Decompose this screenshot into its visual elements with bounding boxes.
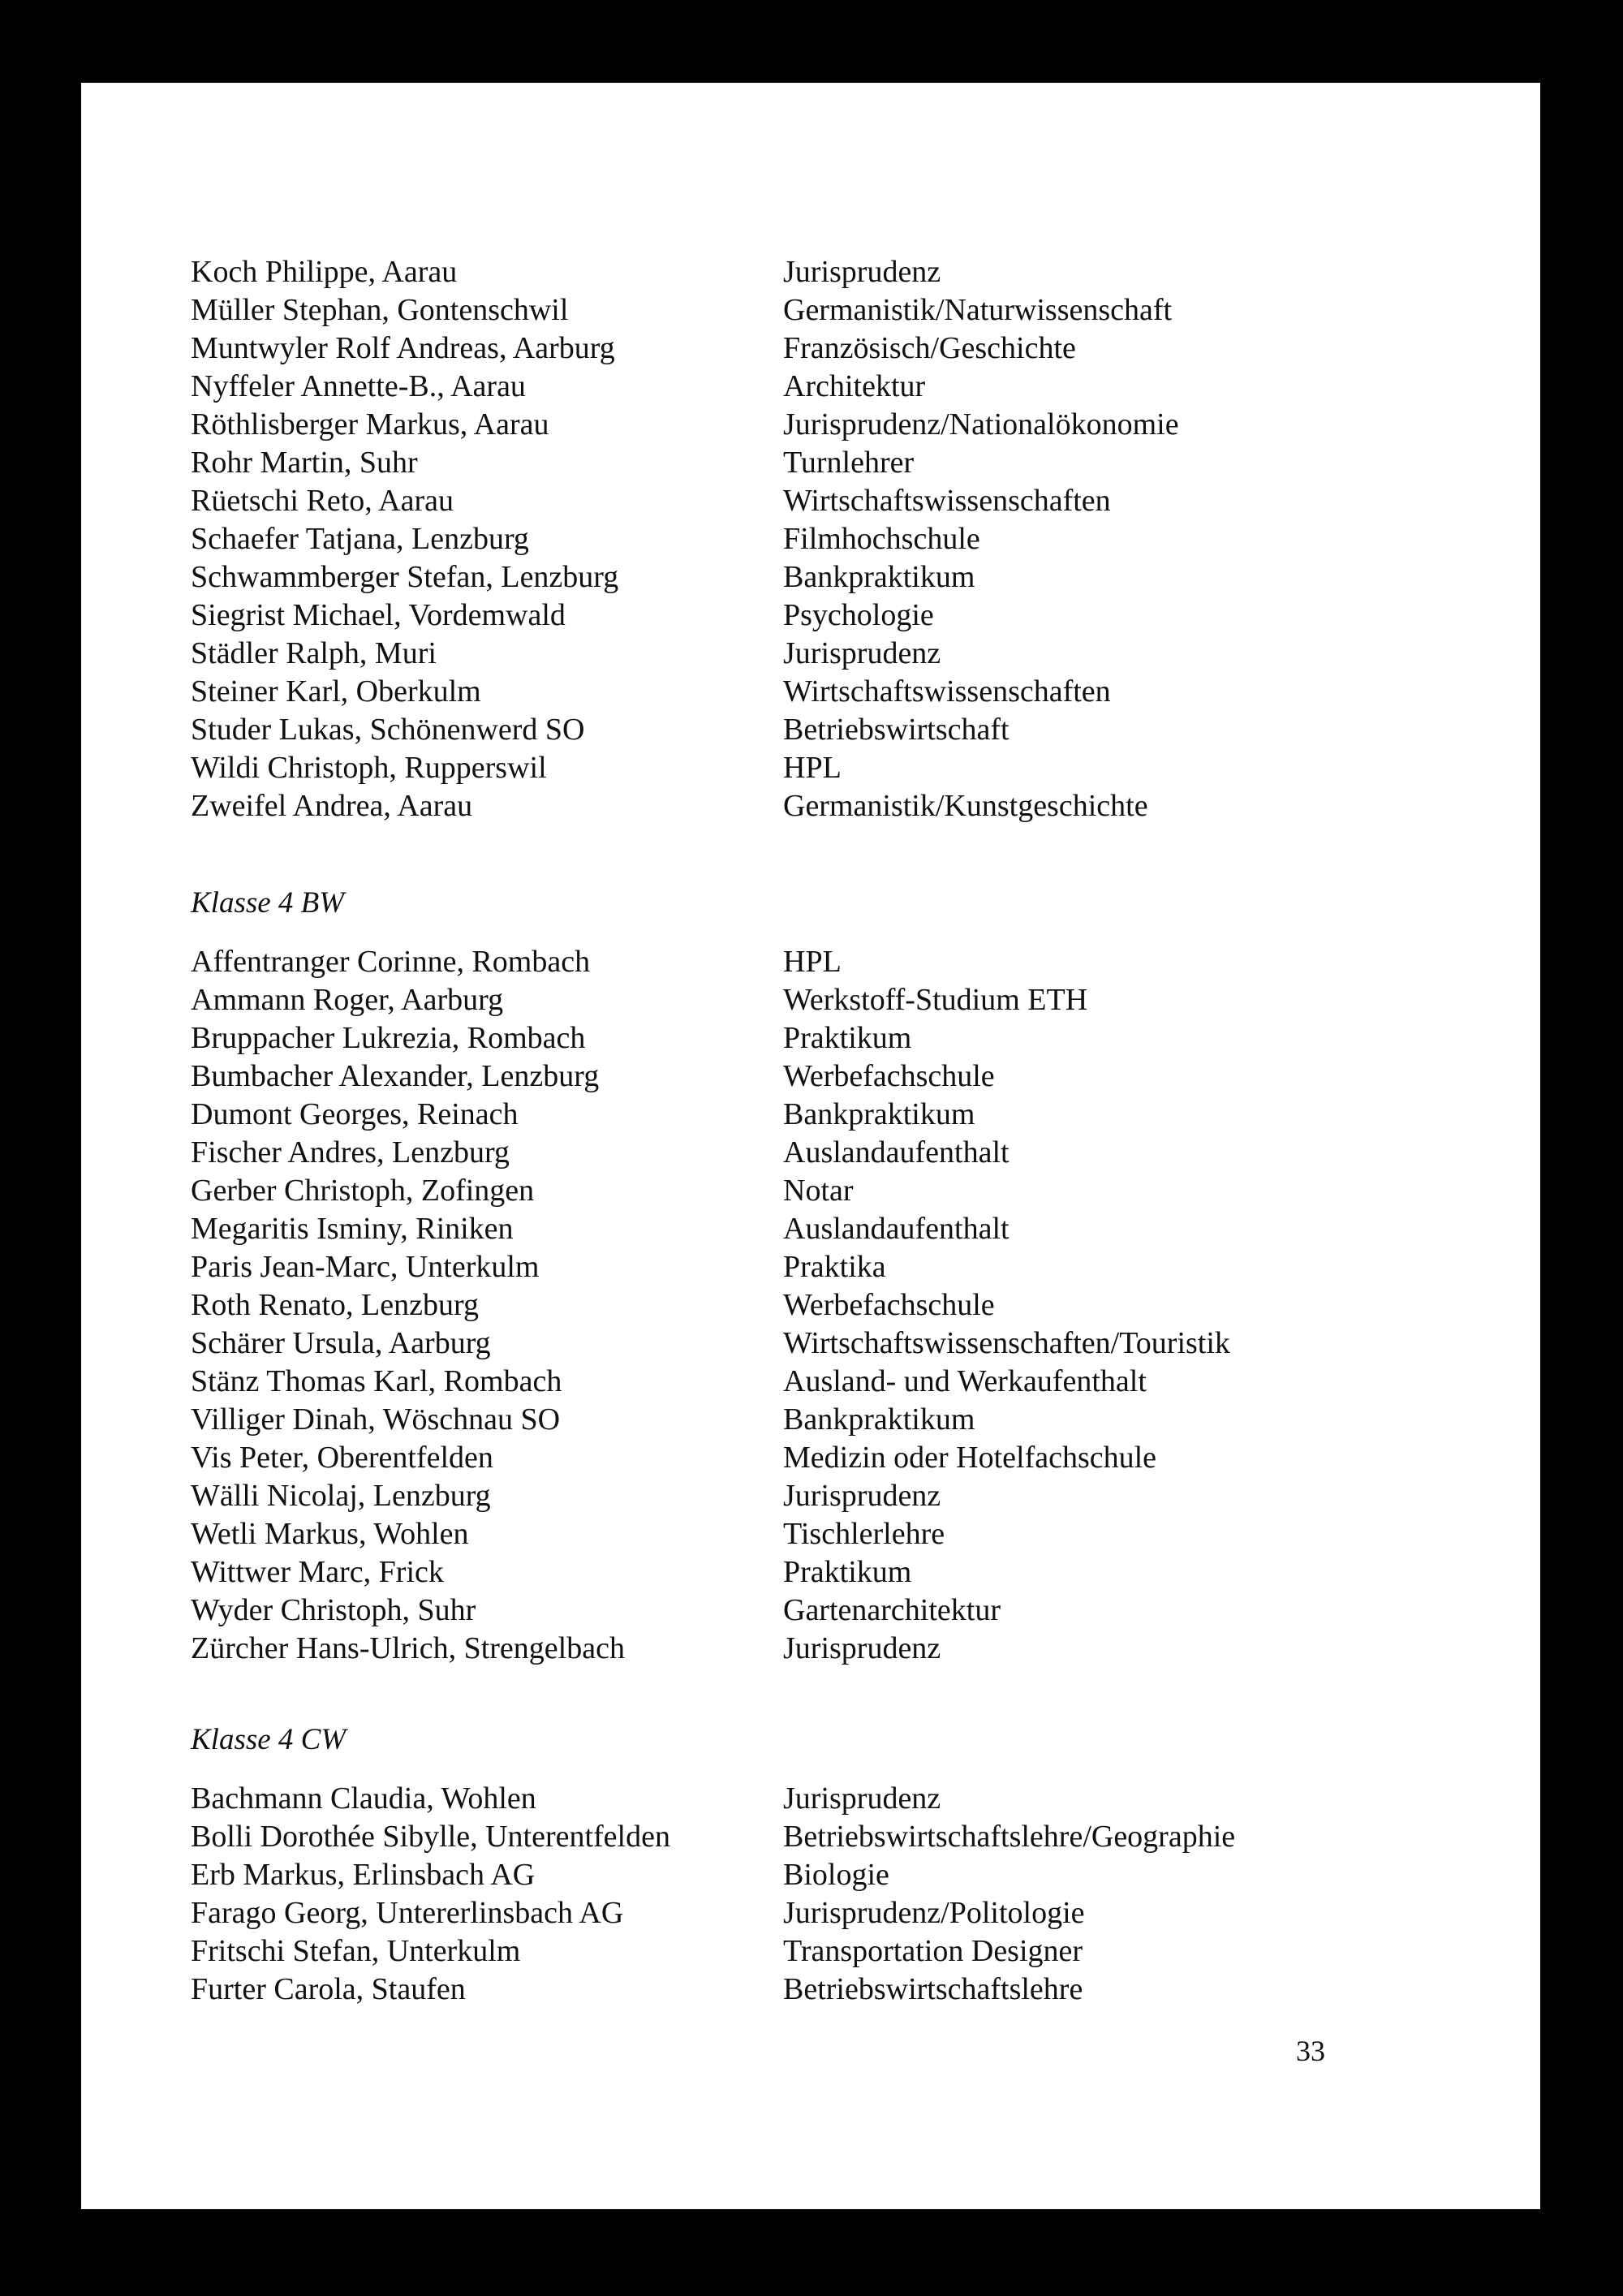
list-item	[191, 711, 1489, 749]
list-item	[191, 1894, 1489, 1932]
student-name: Bolli Dorothée Sibylle, Unterentfelden	[191, 1820, 670, 1854]
study-destination: Medizin oder Hotelfachschule	[783, 1441, 1157, 1475]
study-destination: Praktikum	[783, 1555, 912, 1589]
document-page	[81, 83, 1540, 2209]
study-destination: Auslandaufenthalt	[783, 1212, 1010, 1246]
study-destination: Transportation Designer	[783, 1934, 1083, 1968]
study-destination: Jurisprudenz	[783, 1479, 941, 1513]
list-item	[191, 368, 1489, 406]
study-destination: Tischlerlehre	[783, 1517, 945, 1551]
list-item	[191, 749, 1489, 787]
student-name: Fischer Andres, Lenzburg	[191, 1135, 510, 1170]
graduate-list-4cw	[191, 1780, 1489, 2009]
study-destination: Werbefachschule	[783, 1288, 995, 1322]
list-item	[191, 1134, 1489, 1172]
list-item	[191, 1210, 1489, 1248]
list-item	[191, 1286, 1489, 1325]
student-name: Bumbacher Alexander, Lenzburg	[191, 1059, 600, 1093]
list-item	[191, 444, 1489, 482]
list-item	[191, 253, 1489, 291]
study-destination: Betriebswirtschaftslehre/Geographie	[783, 1820, 1236, 1854]
study-destination: Wirtschaftswissenschaften	[783, 674, 1111, 709]
list-item	[191, 406, 1489, 444]
list-item	[191, 635, 1489, 673]
list-item	[191, 1592, 1489, 1630]
student-name: Bruppacher Lukrezia, Rombach	[191, 1021, 586, 1055]
list-item	[191, 1630, 1489, 1668]
list-item	[191, 1780, 1489, 1818]
study-destination: Notar	[783, 1174, 854, 1208]
student-name: Nyffeler Annette-B., Aarau	[191, 369, 526, 403]
student-name: Furter Carola, Staufen	[191, 1972, 466, 2006]
study-destination: Jurisprudenz	[783, 255, 941, 289]
student-name: Studer Lukas, Schönenwerd SO	[191, 713, 585, 747]
student-name: Schärer Ursula, Aarburg	[191, 1326, 491, 1360]
student-name: Wetli Markus, Wohlen	[191, 1517, 469, 1551]
student-name: Wittwer Marc, Frick	[191, 1555, 444, 1589]
student-name: Wälli Nicolaj, Lenzburg	[191, 1479, 491, 1513]
list-item	[191, 1932, 1489, 1971]
study-destination: Gartenarchitektur	[783, 1593, 1001, 1627]
list-item	[191, 1515, 1489, 1553]
student-name: Wildi Christoph, Rupperswil	[191, 751, 547, 785]
graduate-list-continued	[191, 253, 1489, 825]
study-destination: Bankpraktikum	[783, 1097, 975, 1131]
section-title-4bw: Klasse 4 BW	[191, 886, 345, 920]
study-destination: HPL	[783, 945, 842, 979]
study-destination: Jurisprudenz	[783, 1631, 941, 1665]
study-destination: Wirtschaftswissenschaften	[783, 484, 1111, 518]
student-name: Villiger Dinah, Wöschnau SO	[191, 1402, 561, 1437]
student-name: Paris Jean-Marc, Unterkulm	[191, 1250, 540, 1284]
student-name: Wyder Christoph, Suhr	[191, 1593, 476, 1627]
student-name: Bachmann Claudia, Wohlen	[191, 1781, 536, 1816]
list-item	[191, 1363, 1489, 1401]
study-destination: Germanistik/Naturwissenschaft	[783, 293, 1173, 327]
list-item	[191, 1325, 1489, 1363]
student-name: Zweifel Andrea, Aarau	[191, 789, 473, 823]
study-destination: Jurisprudenz	[783, 1781, 941, 1816]
list-item	[191, 1439, 1489, 1477]
study-destination: Auslandaufenthalt	[783, 1135, 1010, 1170]
list-item	[191, 1401, 1489, 1439]
student-name: Müller Stephan, Gontenschwil	[191, 293, 569, 327]
student-name: Gerber Christoph, Zofingen	[191, 1174, 535, 1208]
study-destination: Werbefachschule	[783, 1059, 995, 1093]
list-item	[191, 1058, 1489, 1096]
student-name: Siegrist Michael, Vordemwald	[191, 598, 566, 632]
study-destination: Architektur	[783, 369, 926, 403]
list-item	[191, 1553, 1489, 1592]
student-name: Dumont Georges, Reinach	[191, 1097, 519, 1131]
student-name: Städler Ralph, Muri	[191, 636, 437, 670]
list-item	[191, 1019, 1489, 1058]
study-destination: Jurisprudenz	[783, 636, 941, 670]
study-destination: Jurisprudenz/Politologie	[783, 1896, 1085, 1930]
study-destination: Bankpraktikum	[783, 1402, 975, 1437]
study-destination: Ausland- und Werkaufenthalt	[783, 1364, 1147, 1398]
page-number: 33	[1296, 2035, 1325, 2067]
list-item	[191, 1096, 1489, 1134]
student-name: Roth Renato, Lenzburg	[191, 1288, 479, 1322]
student-name: Steiner Karl, Oberkulm	[191, 674, 481, 709]
study-destination: Psychologie	[783, 598, 934, 632]
section-title-4cw: Klasse 4 CW	[191, 1723, 347, 1756]
list-item	[191, 673, 1489, 711]
list-item	[191, 1248, 1489, 1286]
student-name: Schaefer Tatjana, Lenzburg	[191, 522, 529, 556]
study-destination: Wirtschaftswissenschaften/Touristik	[783, 1326, 1230, 1360]
study-destination: HPL	[783, 751, 842, 785]
study-destination: Turnlehrer	[783, 446, 915, 480]
list-item	[191, 330, 1489, 368]
study-destination: Betriebswirtschaftslehre	[783, 1972, 1083, 2006]
study-destination: Bankpraktikum	[783, 560, 975, 594]
list-item	[191, 482, 1489, 520]
list-item	[191, 558, 1489, 597]
study-destination: Jurisprudenz/Nationalökonomie	[783, 407, 1179, 442]
student-name: Erb Markus, Erlinsbach AG	[191, 1858, 536, 1892]
student-name: Muntwyler Rolf Andreas, Aarburg	[191, 331, 615, 365]
study-destination: Werkstoff-Studium ETH	[783, 983, 1088, 1017]
graduate-list-4bw	[191, 943, 1489, 1668]
list-item	[191, 1971, 1489, 2009]
list-item	[191, 1856, 1489, 1894]
study-destination: Biologie	[783, 1858, 889, 1892]
list-item	[191, 943, 1489, 981]
student-name: Stänz Thomas Karl, Rombach	[191, 1364, 562, 1398]
student-name: Schwammberger Stefan, Lenzburg	[191, 560, 619, 594]
study-destination: Praktikum	[783, 1021, 912, 1055]
student-name: Megaritis Isminy, Riniken	[191, 1212, 514, 1246]
list-item	[191, 520, 1489, 558]
list-item	[191, 1477, 1489, 1515]
student-name: Farago Georg, Untererlinsbach AG	[191, 1896, 624, 1930]
student-name: Rüetschi Reto, Aarau	[191, 484, 454, 518]
study-destination: Praktika	[783, 1250, 886, 1284]
student-name: Zürcher Hans-Ulrich, Strengelbach	[191, 1631, 625, 1665]
student-name: Affentranger Corinne, Rombach	[191, 945, 591, 979]
list-item	[191, 787, 1489, 825]
student-name: Fritschi Stefan, Unterkulm	[191, 1934, 521, 1968]
study-destination: Betriebswirtschaft	[783, 713, 1010, 747]
list-item	[191, 1818, 1489, 1856]
student-name: Ammann Roger, Aarburg	[191, 983, 504, 1017]
student-name: Rohr Martin, Suhr	[191, 446, 418, 480]
student-name: Koch Philippe, Aarau	[191, 255, 458, 289]
study-destination: Filmhochschule	[783, 522, 980, 556]
student-name: Vis Peter, Oberentfelden	[191, 1441, 493, 1475]
list-item	[191, 981, 1489, 1019]
list-item	[191, 597, 1489, 635]
student-name: Röthlisberger Markus, Aarau	[191, 407, 549, 442]
list-item	[191, 1172, 1489, 1210]
list-item	[191, 291, 1489, 330]
study-destination: Französisch/Geschichte	[783, 331, 1076, 365]
study-destination: Germanistik/Kunstgeschichte	[783, 789, 1148, 823]
